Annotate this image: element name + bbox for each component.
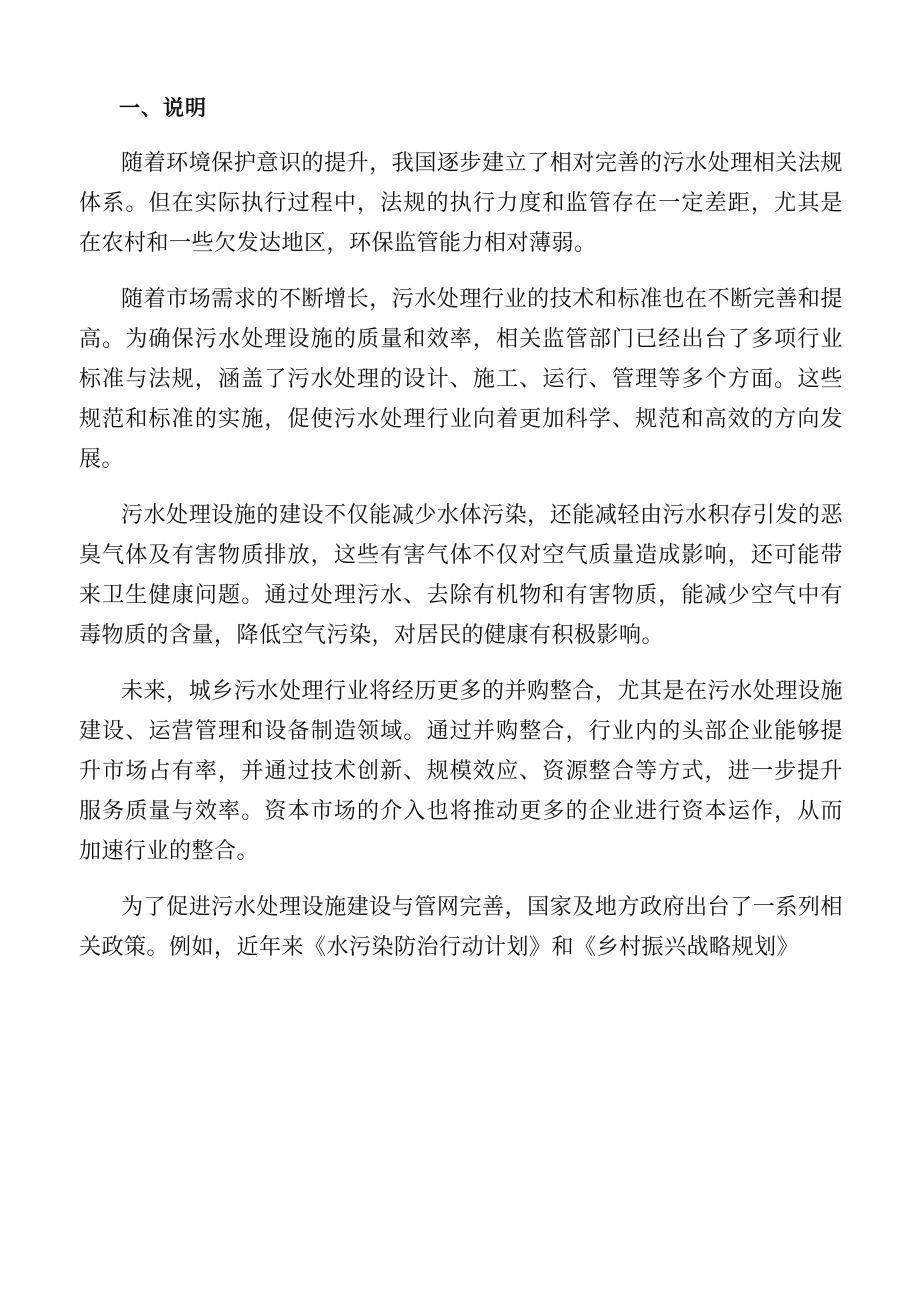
document-body: [79, 88, 843, 984]
paragraph-regulations: 随着环境保护意识的提升，我国逐步建立了相对完善的污水处理相关法规体系。但在实际执行过程中，法规的执行力度和监管存在一定差距，尤其是在农村和一些欠发达地区，环保监管能力相对薄弱。: [79, 151, 843, 256]
paragraph-standards: 随着市场需求的不断增长，污水处理行业的技术和标准也在不断完善和提高。为确保污水处理设施的质量和效率，相关监管部门已经出台了多项行业标准与法规，涵盖了污水处理的设计、施工、运行、管理等多个方面。这些规范和标准的实施，促使污水处理行业向着更加科学、规范和高效的方向发展。: [79, 287, 843, 472]
paragraph-mergers: 未来，城乡污水处理行业将经历更多的并购整合，尤其是在污水处理设施建设、运营管理和设备制造领域。通过并购整合，行业内的头部企业能够提升市场占有率，并通过技术创新、规模效应、资源整合等方式，进一步提升服务质量与效率。资本市场的介入也将推动更多的企业进行资本运作，从而加速行业的整合。: [79, 679, 843, 864]
paragraph-policy: 为了促进污水处理设施建设与管网完善，国家及地方政府出台了一系列相关政策。例如，近年来《水污染防治行动计划》和《乡村振兴战略规划》: [79, 895, 843, 960]
section-heading: 一、说明: [119, 95, 207, 120]
paragraph-air-quality: 污水处理设施的建设不仅能减少水体污染，还能减轻由污水积存引发的恶臭气体及有害物质排放，这些有害气体不仅对空气质量造成影响，还可能带来卫生健康问题。通过处理污水、去除有机物和有害物质，能减少空气中有毒物质的含量，降低空气污染，对居民的健康有积极影响。: [79, 503, 843, 648]
